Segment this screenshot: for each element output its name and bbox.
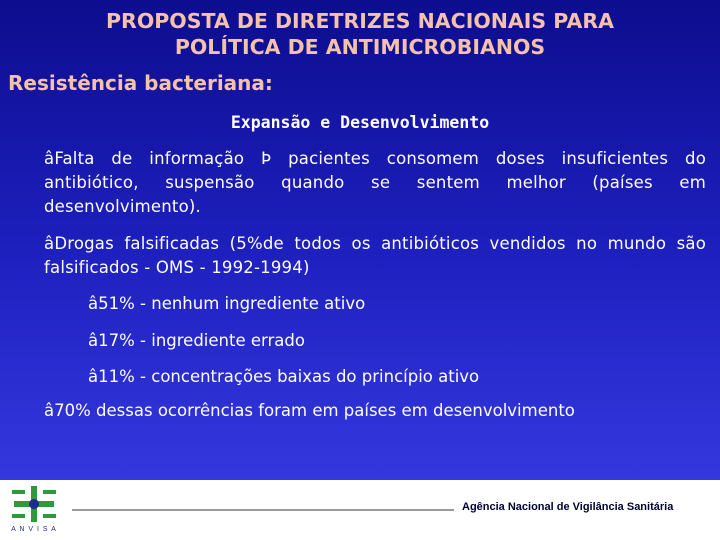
bullet-icon: â bbox=[88, 294, 99, 313]
logo-text: A N V I S A bbox=[11, 526, 57, 533]
bullet-icon: â bbox=[44, 234, 55, 253]
footer-divider bbox=[72, 509, 454, 511]
footer bbox=[0, 480, 720, 540]
section-heading: Expansão e Desenvolvimento bbox=[230, 113, 490, 132]
bullet-icon: â bbox=[88, 331, 99, 350]
paragraph-text: Drogas falsificadas (5%de todos os antibióticos vendidos no mundo são falsificados - OMS - 1992-1994) bbox=[44, 234, 706, 277]
sub-item-text: 11% - concentrações baixas do princípio ativo bbox=[98, 367, 480, 386]
paragraph-lack-of-information bbox=[44, 147, 706, 219]
bullet-icon: â bbox=[88, 367, 99, 386]
slide-title bbox=[0, 8, 720, 60]
bullet-icon: â bbox=[44, 401, 55, 420]
paragraph-text: Falta de informação bbox=[54, 149, 262, 168]
paragraph-text: pacientes consomem doses insuficientes do antibiótico, suspensão quando se sentem melhor (países em desenvolvimento). bbox=[44, 149, 707, 216]
slide-title-line1: PROPOSTA DE DIRETRIZES NACIONAIS PARA bbox=[106, 9, 614, 33]
sub-item-low-concentrations bbox=[88, 365, 479, 389]
sub-item-text: 17% - ingrediente errado bbox=[98, 331, 305, 350]
paragraph-text: 70% dessas ocorrências foram em países em desenvolvimento bbox=[54, 401, 575, 420]
paragraph-developing-countries bbox=[44, 399, 575, 423]
arrow-right-icon: Þ bbox=[261, 149, 272, 168]
sub-item-text: 51% - nenhum ingrediente ativo bbox=[98, 294, 366, 313]
sub-item-no-active-ingredient bbox=[88, 292, 365, 316]
bullet-icon: â bbox=[44, 149, 55, 168]
paragraph-counterfeit-drugs bbox=[44, 232, 706, 280]
slide-title-line2: POLÍTICA DE ANTIMICROBIANOS bbox=[174, 35, 546, 59]
footer-agency-name: Agência Nacional de Vigilância Sanitária bbox=[462, 501, 674, 513]
sub-item-wrong-ingredient bbox=[88, 329, 305, 353]
slide-subtitle: Resistência bacteriana: bbox=[8, 71, 273, 95]
